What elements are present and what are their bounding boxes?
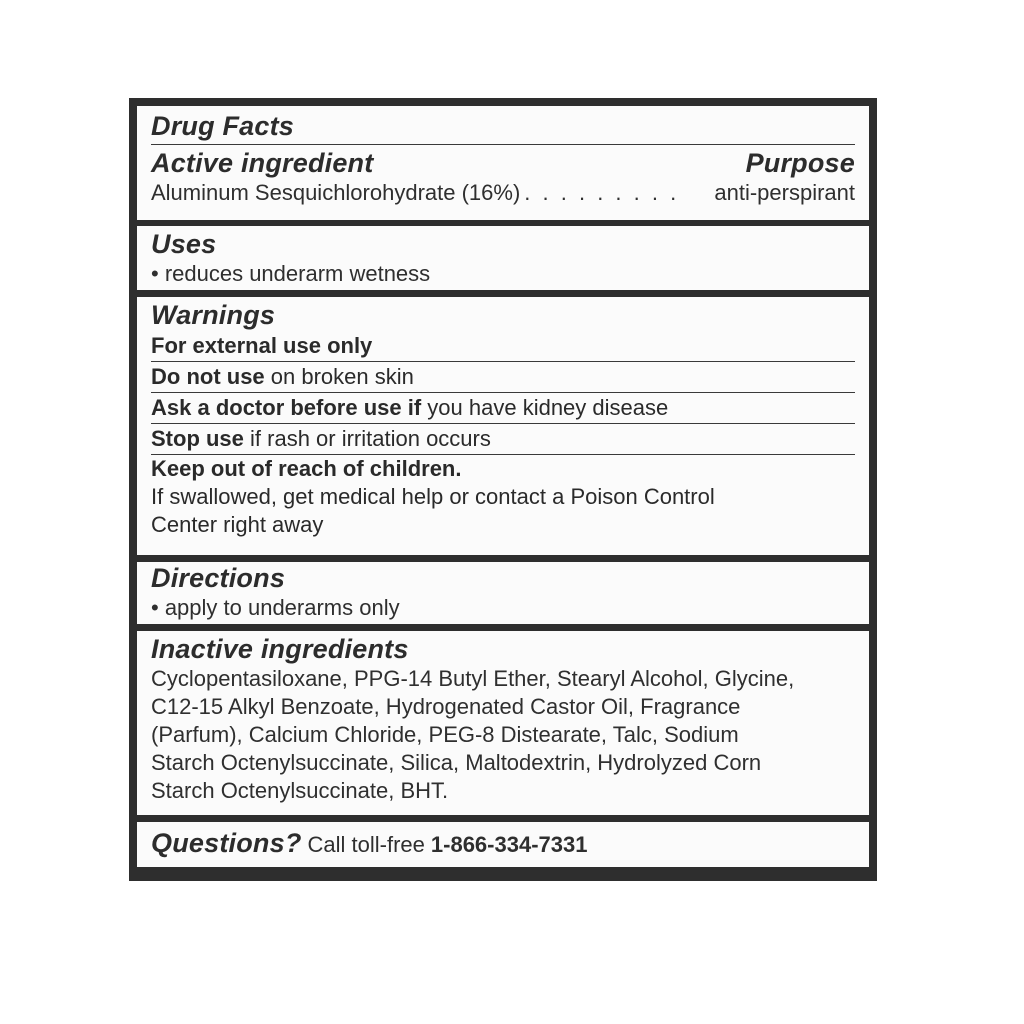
inactive-line-4: Starch Octenylsuccinate, Silica, Maltodextrin, Hydrolyzed Corn [151,750,762,775]
purpose-heading: Purpose [745,148,855,178]
inactive-line-2: C12-15 Alkyl Benzoate, Hydrogenated Castor Oil, Fragrance [151,694,741,719]
warning-stop-use-bold: Stop use [151,426,244,451]
uses-heading: Uses [151,229,217,259]
uses-item: • reduces underarm wetness [151,261,431,286]
warning-swallowed-line-2: Center right away [151,512,324,537]
active-ingredient-heading: Active ingredient [151,148,374,178]
warning-stop-use-text: if rash or irritation occurs [243,426,491,451]
drug-facts-label [129,98,877,881]
inactive-ingredients-heading: Inactive ingredients [151,634,409,664]
drug-facts-title: Drug Facts [151,111,295,141]
warning-ask-doctor-text: you have kidney disease [421,395,669,420]
warning-do-not-use [151,362,855,393]
warning-keep-out [151,455,855,539]
active-ingredient-name: Aluminum Sesquichlorohydrate (16%) [151,180,521,205]
warning-do-not-use-text: on broken skin [264,364,414,389]
inactive-line-5: Starch Octenylsuccinate, BHT. [151,778,449,803]
uses-section [137,226,869,290]
warnings-section [137,297,869,555]
questions-call-text: Call toll-free [307,832,425,857]
questions-phone: 1-866-334-7331 [430,832,588,857]
questions-heading: Questions? [151,828,302,858]
leader-dots: . . . . . . . . . [524,180,680,205]
purpose-value: anti-perspirant [714,180,855,205]
warning-keep-out-children: Keep out of reach of children. [151,456,462,481]
warnings-list [151,331,855,539]
warning-external-use: For external use only [151,331,855,362]
questions-row [151,827,855,859]
inactive-ingredients-section [137,631,869,815]
directions-heading: Directions [151,563,286,593]
active-ingredient-header-row [151,147,855,179]
warning-ask-doctor [151,393,855,424]
warning-ask-doctor-bold: Ask a doctor before use if [151,395,422,420]
warning-swallowed-line-1: If swallowed, get medical help or contact a Poison Control [151,484,715,509]
directions-item: • apply to underarms only [151,595,400,620]
questions-section [137,822,869,867]
directions-section [137,562,869,624]
title-divider [151,144,855,145]
warning-stop-use [151,424,855,455]
drug-facts-section [137,106,869,220]
inactive-line-3: (Parfum), Calcium Chloride, PEG-8 Distearate, Talc, Sodium [151,722,739,747]
warning-do-not-use-bold: Do not use [151,364,265,389]
active-ingredient-row [151,179,855,207]
warnings-heading: Warnings [151,300,276,330]
inactive-line-1: Cyclopentasiloxane, PPG-14 Butyl Ether, Stearyl Alcohol, Glycine, [151,666,795,691]
